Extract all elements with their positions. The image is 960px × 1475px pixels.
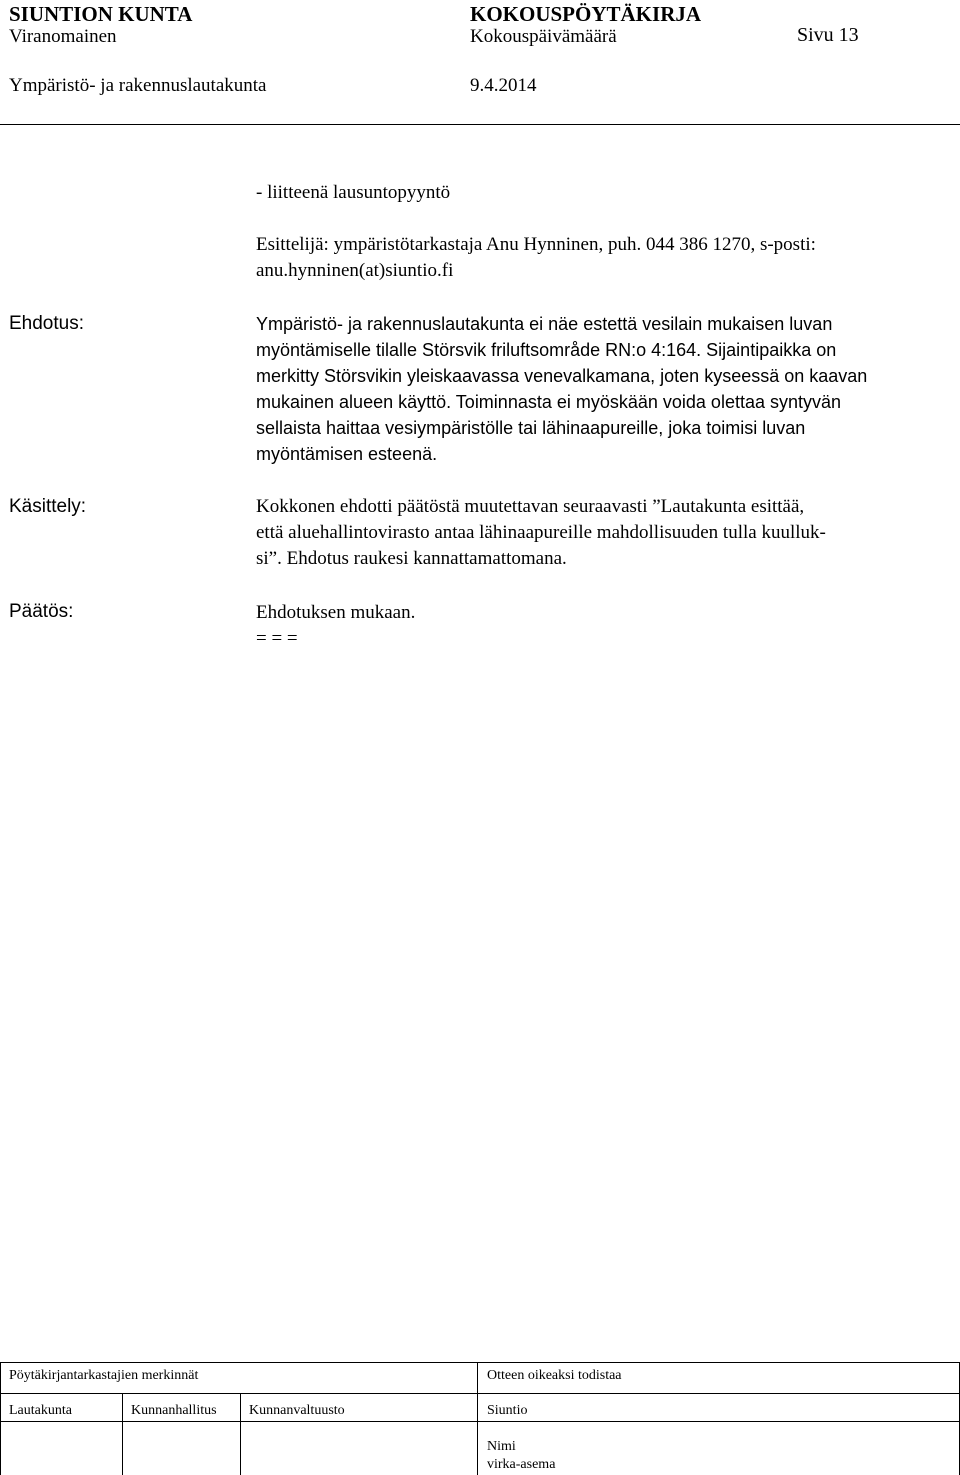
handling-line: että aluehallintovirasto antaa lähinaapureille mahdollisuuden tulla kuulluk- bbox=[256, 522, 826, 543]
decision-label: Päätös: bbox=[9, 601, 74, 622]
footer-col-divider-3 bbox=[477, 1362, 478, 1475]
authority-name: Ympäristö- ja rakennuslautakunta bbox=[9, 75, 267, 96]
board-label: Lautakunta bbox=[9, 1403, 72, 1418]
footer-col-divider-1 bbox=[122, 1393, 123, 1475]
header-divider bbox=[0, 124, 960, 125]
presenter-line: Esittelijä: ympäristötarkastaja Anu Hynninen, puh. 044 386 1270, s-posti: bbox=[256, 234, 816, 255]
decision-text bbox=[256, 600, 946, 652]
proposal-line: merkitty Störsvikin yleiskaavassa venevalkamana, joten kyseessä on kaavan bbox=[256, 366, 868, 386]
organization-name: SIUNTION KUNTA bbox=[9, 2, 193, 26]
proposal-line: Ympäristö- ja rakennuslautakunta ei näe estettä vesilain mukaisen luvan bbox=[256, 314, 833, 334]
decision-line: = = = bbox=[256, 628, 298, 649]
proposal-label: Ehdotus: bbox=[9, 313, 84, 334]
handling-line: Kokkonen ehdotti päätöstä muutettavan seuraavasti ”Lautakunta esittää, bbox=[256, 496, 805, 517]
proposal-line: myöntämiselle tilalle Störsvik friluftsområde RN:o 4:164. Sijaintipaikka on bbox=[256, 340, 837, 360]
place-label: Siuntio bbox=[487, 1403, 528, 1418]
footer-left-border bbox=[0, 1362, 1, 1475]
footer-row-rule bbox=[0, 1421, 960, 1422]
decision-line: Ehdotuksen mukaan. bbox=[256, 602, 416, 623]
proposal-text bbox=[256, 311, 946, 467]
handling-text bbox=[256, 494, 946, 572]
proposal-line: mukainen alueen käyttö. Toiminnasta ei myöskään voida olettaa syntyvän bbox=[256, 392, 842, 412]
footer-mid-rule bbox=[0, 1393, 960, 1394]
meeting-date-label: Kokouspäivämäärä bbox=[470, 26, 617, 47]
footer-top-rule bbox=[0, 1362, 960, 1363]
handling-line: si”. Ehdotus raukesi kannattamattomana. bbox=[256, 548, 567, 569]
government-label: Kunnanhallitus bbox=[131, 1403, 217, 1418]
presenter-info bbox=[256, 232, 946, 284]
attachment-note: - liitteenä lausuntopyyntö bbox=[256, 182, 451, 203]
position-label: virka-asema bbox=[487, 1457, 556, 1472]
proposal-line: myöntämisen esteenä. bbox=[256, 444, 438, 464]
name-label: Nimi bbox=[487, 1439, 516, 1454]
presenter-line: anu.hynninen(at)siuntio.fi bbox=[256, 260, 454, 281]
page-number: Sivu 13 bbox=[797, 24, 859, 46]
council-label: Kunnanvaltuusto bbox=[249, 1403, 345, 1418]
meeting-date: 9.4.2014 bbox=[470, 75, 537, 96]
reviewers-label: Pöytäkirjantarkastajien merkinnät bbox=[9, 1368, 199, 1383]
certified-label: Otteen oikeaksi todistaa bbox=[487, 1368, 622, 1383]
authority-label: Viranomainen bbox=[9, 26, 117, 47]
handling-label: Käsittely: bbox=[9, 496, 87, 517]
document-type: KOKOUSPÖYTÄKIRJA bbox=[470, 2, 702, 26]
proposal-line: sellaista haittaa vesiympäristölle tai lähinaapureille, joka toimisi luvan bbox=[256, 418, 806, 438]
footer-col-divider-2 bbox=[240, 1393, 241, 1475]
